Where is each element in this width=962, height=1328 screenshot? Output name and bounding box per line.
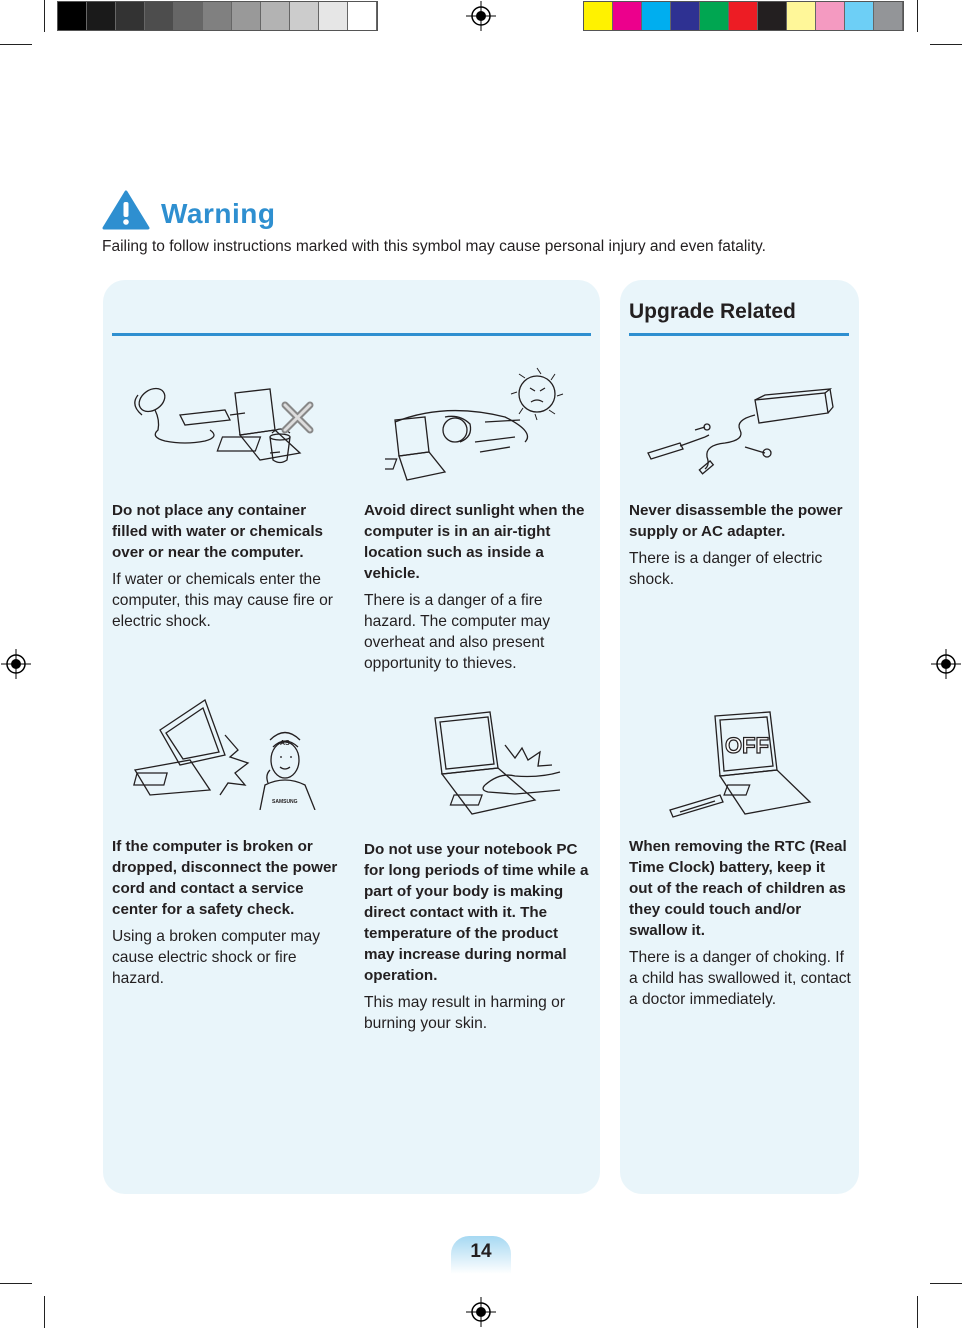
color-swatch bbox=[145, 2, 174, 30]
color-swatch bbox=[671, 2, 700, 30]
sunlight-car-illustration bbox=[385, 362, 570, 492]
warning-item-body-contact bbox=[364, 839, 590, 1034]
color-swatch bbox=[319, 2, 348, 30]
service-shirt-text: SAMSUNG bbox=[272, 799, 298, 805]
broken-laptop-service-illustration bbox=[130, 695, 335, 810]
warning-item-rtc-battery bbox=[629, 836, 851, 1010]
item-lead: If the computer is broken or dropped, disconnect the power cord and contact a service center for a safety check. bbox=[112, 838, 338, 918]
color-swatch bbox=[874, 2, 903, 30]
warning-title: Warning bbox=[161, 198, 276, 229]
item-lead: Never disassemble the power supply or AC adapter. bbox=[629, 502, 843, 540]
section-rule bbox=[629, 333, 849, 336]
hand-on-laptop-illustration bbox=[430, 710, 565, 825]
item-body: If water or chemicals enter the computer, this may cause fire or electric shock. bbox=[112, 571, 333, 630]
color-swatch bbox=[845, 2, 874, 30]
color-swatch bbox=[758, 2, 787, 30]
warning-item-sunlight bbox=[364, 500, 590, 674]
crop-mark bbox=[44, 1296, 45, 1328]
grayscale-color-bar bbox=[57, 1, 378, 31]
color-swatch bbox=[816, 2, 845, 30]
crop-mark bbox=[930, 44, 962, 45]
warning-item-power-supply bbox=[629, 500, 851, 590]
item-body: There is a danger of a fire hazard. The computer may overheat and also present opportunity to thieves. bbox=[364, 592, 551, 672]
registration-mark-icon bbox=[466, 1297, 496, 1327]
registration-mark-icon bbox=[466, 1, 496, 31]
color-swatch bbox=[87, 2, 116, 30]
color-swatch bbox=[613, 2, 642, 30]
item-body: There is a danger of electric shock. bbox=[629, 550, 823, 588]
item-lead: Do not place any container filled with water or chemicals over or near the computer. bbox=[112, 502, 324, 561]
color-swatch bbox=[700, 2, 729, 30]
warning-item-broken bbox=[112, 836, 338, 989]
color-swatch bbox=[642, 2, 671, 30]
item-lead: Do not use your notebook PC for long periods of time while a part of your body is making direct contact with it. The temperature of the product may increase during normal operation. bbox=[364, 841, 589, 984]
color-swatch bbox=[203, 2, 232, 30]
warning-description: Failing to follow instructions marked with this symbol may cause personal injury and even fatality. bbox=[102, 238, 766, 255]
color-swatch bbox=[584, 2, 613, 30]
item-lead: Avoid direct sunlight when the computer is in an air-tight location such as inside a vehicle. bbox=[364, 502, 585, 582]
section-rule bbox=[112, 333, 591, 336]
color-swatch bbox=[729, 2, 758, 30]
item-body: Using a broken computer may cause electric shock or fire hazard. bbox=[112, 928, 321, 987]
water-spill-illustration bbox=[130, 375, 330, 470]
color-swatch bbox=[290, 2, 319, 30]
laptop-off-battery-illustration bbox=[665, 710, 845, 825]
page-number: 14 bbox=[451, 1236, 511, 1274]
section-title-upgrade-related: Upgrade Related bbox=[629, 300, 796, 323]
color-swatch bbox=[787, 2, 816, 30]
warning-item-water bbox=[112, 500, 338, 632]
service-cap-text: AS bbox=[280, 740, 290, 747]
crop-mark bbox=[0, 1283, 32, 1284]
item-body: This may result in harming or burning your skin. bbox=[364, 994, 566, 1032]
crop-mark bbox=[917, 1296, 918, 1328]
crop-mark bbox=[44, 0, 45, 32]
crop-mark bbox=[0, 44, 32, 45]
registration-mark-icon bbox=[1, 649, 31, 679]
crop-mark bbox=[917, 0, 918, 32]
process-color-bar bbox=[583, 1, 904, 31]
color-swatch bbox=[174, 2, 203, 30]
ac-adapter-screwdriver-illustration bbox=[645, 385, 835, 480]
color-swatch bbox=[58, 2, 87, 30]
crop-mark bbox=[930, 1283, 962, 1284]
off-label: OFF bbox=[725, 733, 769, 758]
item-lead: When removing the RTC (Real Time Clock) battery, keep it out of the reach of children as they could touch and/or swallow it. bbox=[629, 838, 847, 939]
warning-triangle-icon bbox=[102, 190, 150, 230]
color-swatch bbox=[261, 2, 290, 30]
item-body: There is a danger of choking. If a child has swallowed it, contact a doctor immediately. bbox=[629, 949, 851, 1008]
registration-mark-icon bbox=[931, 649, 961, 679]
color-swatch bbox=[232, 2, 261, 30]
color-swatch bbox=[116, 2, 145, 30]
color-swatch bbox=[348, 2, 377, 30]
